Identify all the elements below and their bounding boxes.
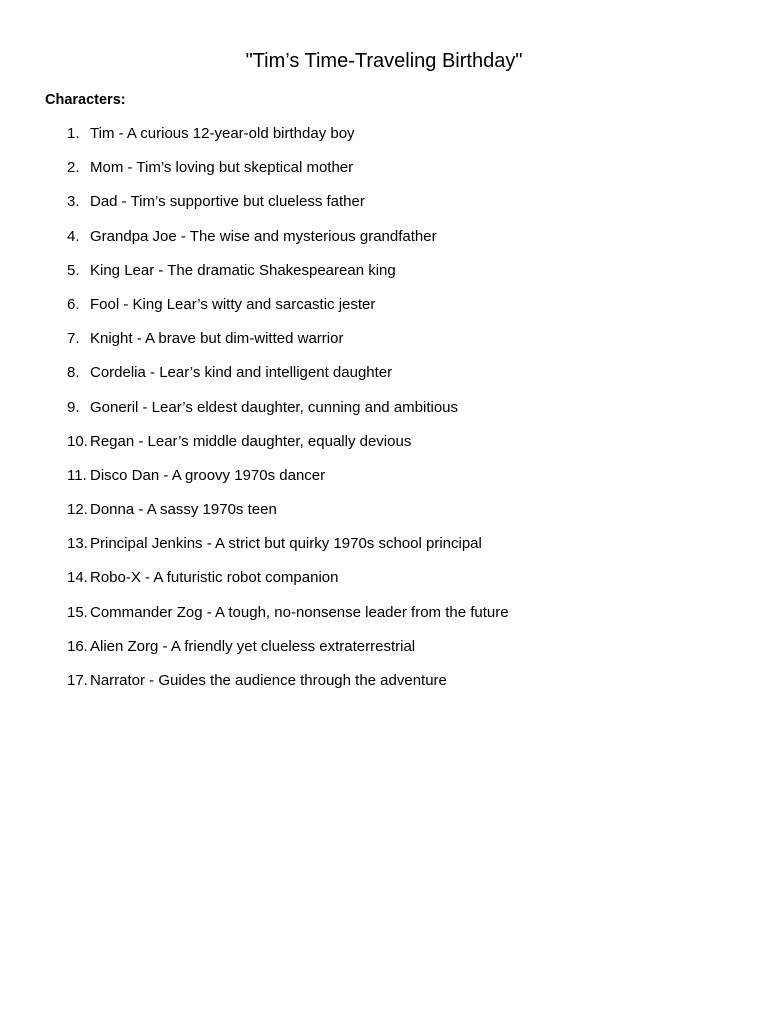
list-item-text: Knight - A brave but dim-witted warrior	[90, 330, 344, 348]
list-item-text: Commander Zog - A tough, no-nonsense leader from the future	[90, 603, 509, 621]
list-item-number: 13.	[67, 535, 88, 553]
list-item-number: 4.	[67, 227, 80, 245]
list-item-text: Tim - A curious 12-year-old birthday boy	[90, 125, 355, 142]
list-item-number: 10.	[67, 432, 88, 450]
list-item-text: King Lear - The dramatic Shakespearean king	[90, 261, 396, 279]
list-item	[0, 534, 768, 568]
list-item	[0, 671, 768, 705]
list-item-text: Narrator - Guides the audience through the adventure	[90, 672, 447, 689]
list-item-number: 11.	[67, 466, 87, 484]
list-item-text: Robo-X - A futuristic robot companion	[90, 569, 339, 587]
character-list	[0, 124, 768, 705]
list-item-number: 7.	[67, 330, 80, 348]
list-item-number: 1.	[67, 125, 80, 142]
list-item-text: Dad - Tim’s supportive but clueless father	[90, 193, 365, 211]
list-item	[0, 124, 768, 158]
list-item-text: Principal Jenkins - A strict but quirky 1970s school principal	[90, 535, 482, 553]
list-item	[0, 158, 768, 192]
list-item-text: Alien Zorg - A friendly yet clueless extraterrestrial	[90, 637, 416, 655]
list-item	[0, 637, 768, 671]
list-item	[0, 192, 768, 226]
list-item-text: Mom - Tim’s loving but skeptical mother	[90, 159, 354, 177]
list-item	[0, 398, 768, 432]
list-item-text: Goneril - Lear’s eldest daughter, cunning and ambitious	[90, 398, 459, 416]
list-item-number: 15.	[67, 603, 88, 621]
list-item-number: 3.	[67, 193, 80, 211]
list-item-text: Cordelia - Lear’s kind and intelligent daughter	[90, 364, 393, 382]
list-item-number: 14.	[67, 569, 88, 587]
list-item	[0, 466, 768, 500]
list-item	[0, 227, 768, 261]
list-item-number: 6.	[67, 295, 80, 313]
list-item	[0, 363, 768, 397]
list-item	[0, 603, 768, 637]
list-item-text: Donna - A sassy 1970s teen	[90, 501, 277, 519]
list-item-number: 2.	[67, 159, 80, 177]
list-item	[0, 432, 768, 466]
list-item-text: Fool - King Lear’s witty and sarcastic jester	[90, 295, 376, 313]
list-item-number: 12.	[67, 501, 88, 519]
list-item	[0, 329, 768, 363]
list-item-number: 16.	[67, 637, 88, 655]
list-item-text: Grandpa Joe - The wise and mysterious grandfather	[90, 227, 437, 245]
list-item-text: Regan - Lear’s middle daughter, equally devious	[90, 432, 412, 450]
list-item	[0, 295, 768, 329]
document-title: "Tim’s Time-Traveling Birthday"	[245, 50, 523, 72]
list-item-number: 5.	[67, 261, 80, 279]
list-item	[0, 568, 768, 602]
list-item	[0, 261, 768, 295]
list-item-number: 17.	[67, 672, 88, 689]
list-item-number: 8.	[67, 364, 80, 382]
list-item	[0, 500, 768, 534]
list-item-text: Disco Dan - A groovy 1970s dancer	[90, 466, 326, 484]
list-item-number: 9.	[67, 398, 80, 416]
characters-heading: Characters:	[45, 92, 126, 108]
